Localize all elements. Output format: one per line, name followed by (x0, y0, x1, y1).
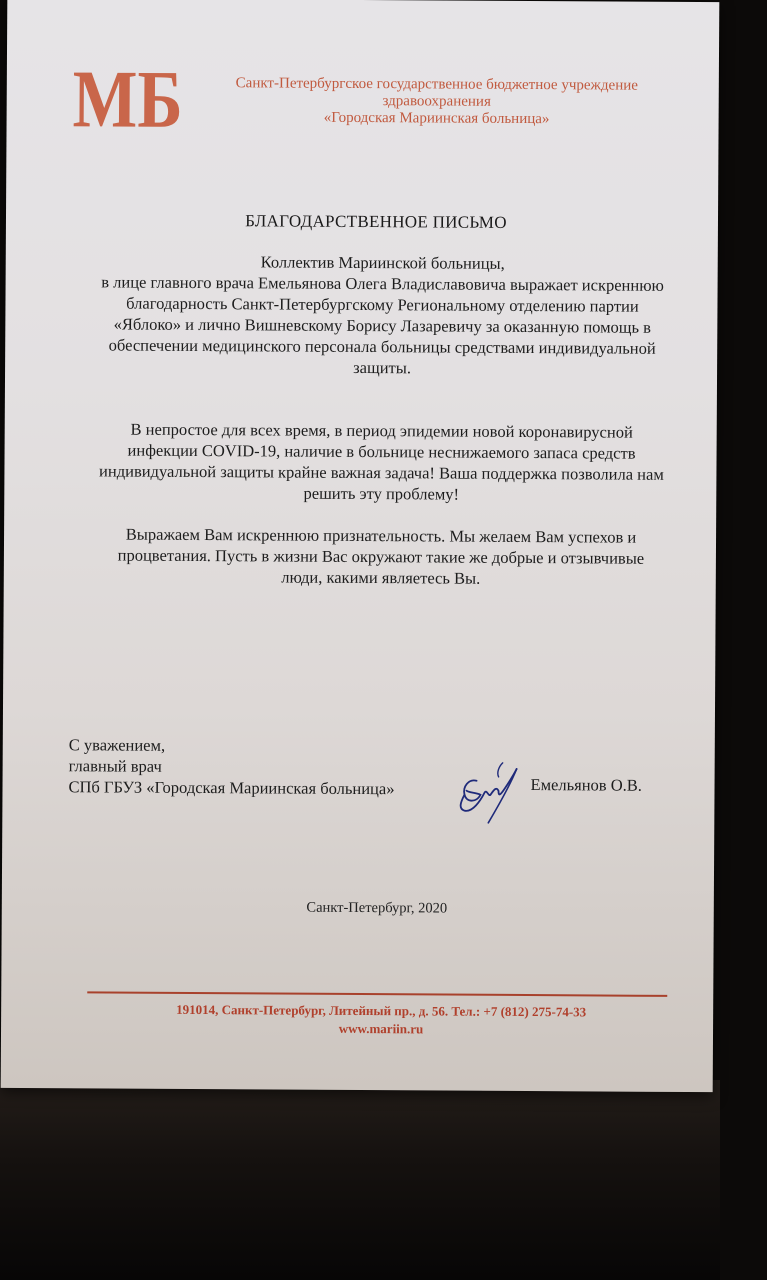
org-line: Санкт-Петербургское государственное бюджетное учреждение (235, 75, 638, 94)
handwritten-signature (454, 751, 534, 829)
table-surface (0, 1080, 720, 1280)
text-line: Выражаем Вам искреннюю признательность. Мы желаем Вам успехов и (125, 524, 637, 547)
hospital-logo (72, 53, 205, 146)
text-line: в лице главного врача Емельянова Олега Владиславовича выражает искреннюю (101, 272, 664, 295)
organization-header (207, 75, 667, 129)
place-and-date: Санкт-Петербург, 2020 (306, 899, 448, 917)
closing-line: С уважением, (68, 735, 166, 755)
footer-website: www.mariin.ru (338, 1020, 424, 1037)
text-line: индивидуальной защиты крайне важная задача! Ваша поддержка позволила нам (99, 461, 664, 484)
footer-address: 191014, Санкт-Петербург, Литейный пр., д. 56. Тел.: +7 (812) 275-74-33 (176, 1001, 587, 1020)
text-line: Коллектив Мариинской больницы, (260, 252, 505, 273)
text-line: «Яблоко» и лично Вишневскому Борису Лазаревичу за оказанную помощь в (113, 314, 652, 337)
text-line: благодарность Санкт-Петербургскому Региональному отделению партии (126, 293, 639, 316)
closing-line: СПб ГБУЗ «Городская Мариинская больница» (68, 777, 395, 799)
logo-text: МБ (72, 53, 205, 146)
signer-name: Емельянов О.В. (530, 775, 642, 795)
text-line: В непростое для всех время, в период эпидемии новой коронавирусной (130, 419, 633, 442)
paragraph-1 (57, 250, 708, 380)
footer-divider (87, 991, 667, 997)
letter-title: БЛАГОДАРСТВЕННОЕ ПИСЬМО (245, 211, 507, 232)
org-line: здравоохранения (382, 93, 491, 110)
text-line: решить эту проблему! (303, 483, 460, 504)
text-line: люди, какими являетесь Вы. (281, 567, 481, 588)
letter-sheet (1, 0, 720, 1092)
text-line: процветания. Пусть в жизни Вас окружают такие же добрые и отзывчивые (117, 545, 645, 568)
closing-line: главный врач (68, 756, 162, 776)
text-line: защиты. (353, 357, 412, 378)
text-line: обеспечении медицинского персонала больницы средствами индивидуальной (108, 335, 656, 358)
text-line: инфекции COVID-19, наличие в больнице неснижаемого запаса средств (127, 440, 636, 463)
paragraph-3 (56, 523, 706, 590)
paragraph-2 (56, 418, 707, 506)
org-line: «Городская Мариинская больница» (323, 109, 550, 128)
closing-block (68, 734, 394, 799)
